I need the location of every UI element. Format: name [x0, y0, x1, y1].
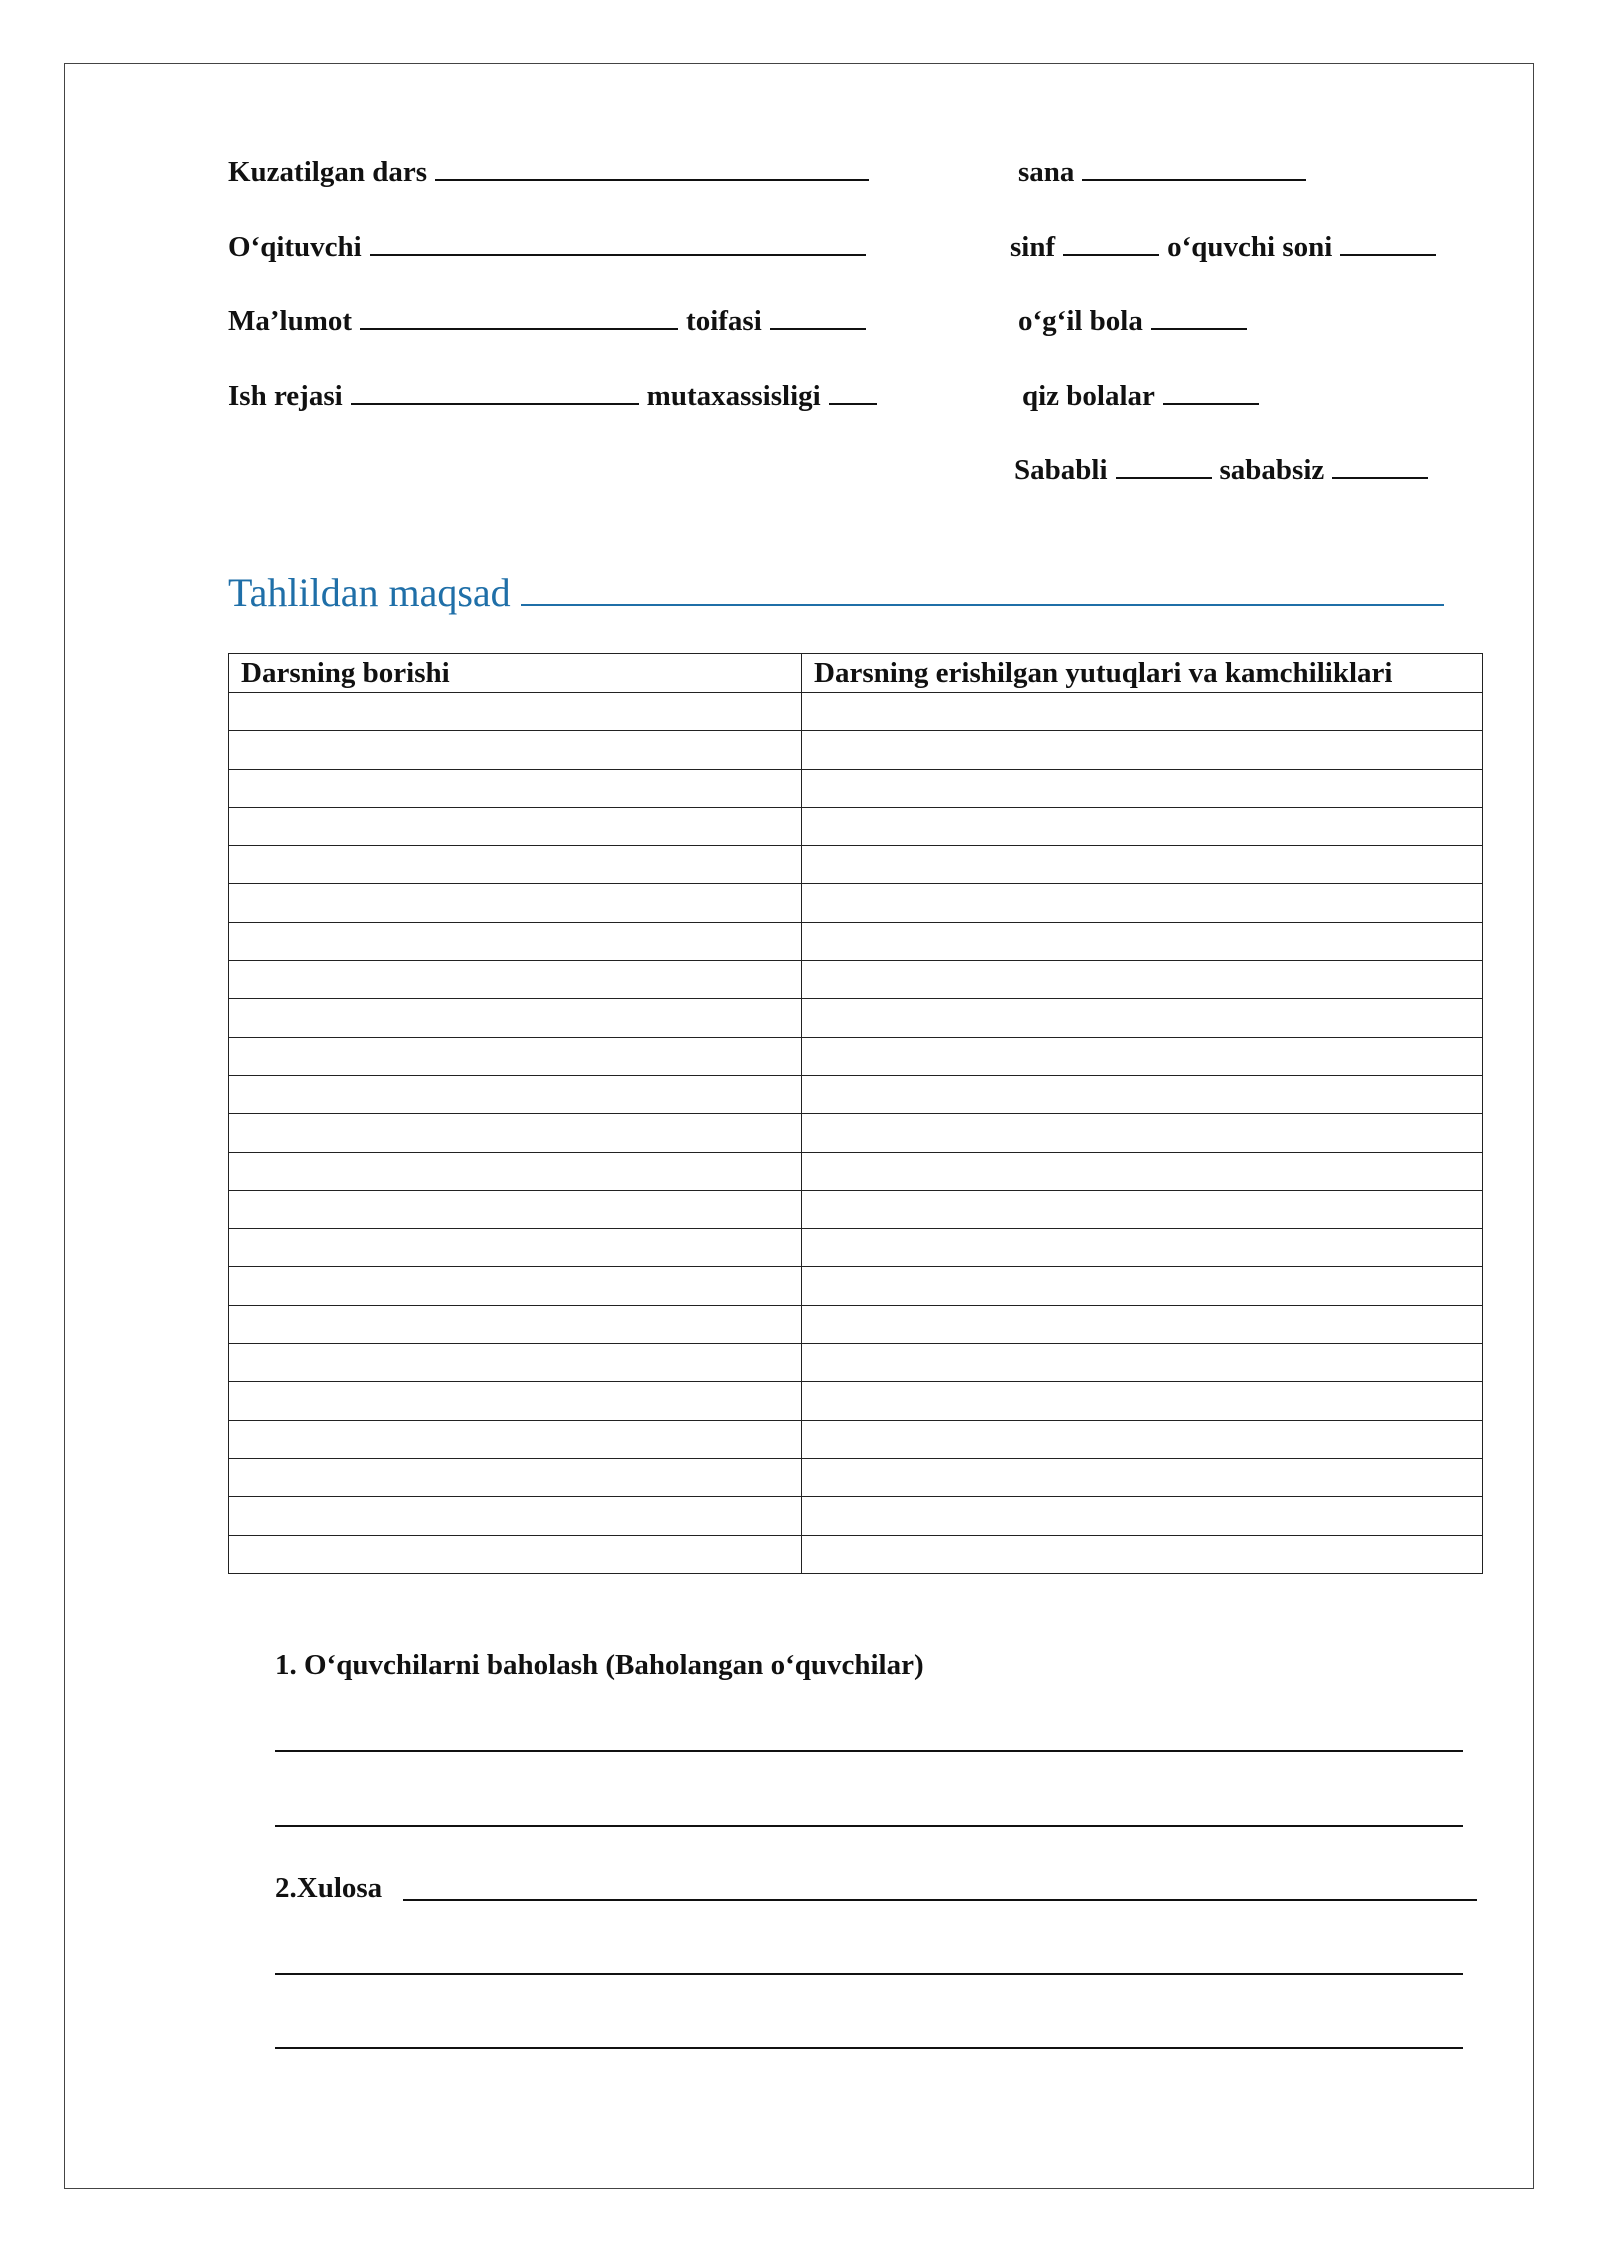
- assessment-label: 1. O‘quvchilarni baholash (Baholangan o‘quvchilar): [275, 1649, 924, 1681]
- student-count-label: o‘quvchi soni: [1167, 231, 1333, 263]
- girls-blank[interactable]: [1163, 377, 1259, 405]
- achievements-cell[interactable]: [802, 1075, 1483, 1113]
- table-row: [229, 1458, 1483, 1496]
- table-row: [229, 1229, 1483, 1267]
- achievements-cell[interactable]: [802, 1229, 1483, 1267]
- lesson-progress-cell[interactable]: [229, 1535, 802, 1573]
- observed-lesson-field: [228, 153, 877, 189]
- table-row: [229, 1075, 1483, 1113]
- lesson-progress-cell[interactable]: [229, 1075, 802, 1113]
- table-row: [229, 961, 1483, 999]
- achievements-cell[interactable]: [802, 731, 1483, 769]
- table-row: [229, 1114, 1483, 1152]
- lesson-progress-cell[interactable]: [229, 1382, 802, 1420]
- lesson-progress-cell[interactable]: [229, 731, 802, 769]
- lesson-progress-cell[interactable]: [229, 1037, 802, 1075]
- achievements-cell[interactable]: [802, 922, 1483, 960]
- achievements-cell[interactable]: [802, 1037, 1483, 1075]
- assessment-line-2[interactable]: [275, 1825, 1463, 1827]
- education-blank[interactable]: [360, 302, 678, 330]
- lesson-progress-cell[interactable]: [229, 693, 802, 731]
- date-label: sana: [1018, 156, 1075, 188]
- table-row: [229, 922, 1483, 960]
- work-plan-label: Ish rejasi: [228, 380, 343, 412]
- table-row: [229, 1382, 1483, 1420]
- conclusion-line-1[interactable]: [403, 1899, 1477, 1901]
- boys-blank[interactable]: [1151, 302, 1247, 330]
- table-header-row: [229, 654, 1483, 693]
- work-plan-field: [228, 377, 885, 413]
- assessment-line-1[interactable]: [275, 1750, 1463, 1752]
- table-row: [229, 1497, 1483, 1535]
- lesson-progress-cell[interactable]: [229, 1190, 802, 1228]
- unexcused-blank[interactable]: [1332, 451, 1428, 479]
- table-row: [229, 769, 1483, 807]
- achievements-cell[interactable]: [802, 1305, 1483, 1343]
- date-blank[interactable]: [1082, 153, 1306, 181]
- column-header-achievements: Darsning erishilgan yutuqlari va kamchiliklari: [802, 654, 1483, 693]
- achievements-cell[interactable]: [802, 1152, 1483, 1190]
- class-blank[interactable]: [1063, 228, 1159, 256]
- achievements-cell[interactable]: [802, 807, 1483, 845]
- teacher-label: O‘qituvchi: [228, 231, 362, 263]
- lesson-progress-cell[interactable]: [229, 1152, 802, 1190]
- table-row: [229, 1152, 1483, 1190]
- category-label: toifasi: [686, 305, 762, 337]
- teacher-field: [228, 228, 874, 264]
- table-row: [229, 1344, 1483, 1382]
- class-field: [1010, 228, 1444, 264]
- achievements-cell[interactable]: [802, 1344, 1483, 1382]
- conclusion-line-2[interactable]: [275, 1973, 1463, 1975]
- lesson-progress-cell[interactable]: [229, 999, 802, 1037]
- observed-lesson-label: Kuzatilgan dars: [228, 156, 427, 188]
- lesson-progress-cell[interactable]: [229, 922, 802, 960]
- conclusion-heading: [275, 1871, 382, 1905]
- class-label: sinf: [1010, 231, 1056, 263]
- table-row: [229, 1535, 1483, 1573]
- education-label: Ma’lumot: [228, 305, 353, 337]
- table-row: [229, 1190, 1483, 1228]
- unexcused-label: sababsiz: [1219, 454, 1325, 486]
- table-row: [229, 1305, 1483, 1343]
- boys-field: [1018, 302, 1255, 338]
- excused-label: Sababli: [1014, 454, 1108, 486]
- education-field: [228, 302, 874, 338]
- specialty-blank[interactable]: [829, 377, 877, 405]
- table-row: [229, 1267, 1483, 1305]
- lesson-progress-cell[interactable]: [229, 1229, 802, 1267]
- boys-label: o‘g‘il bola: [1018, 305, 1143, 337]
- achievements-cell[interactable]: [802, 999, 1483, 1037]
- table-row: [229, 999, 1483, 1037]
- table-row: [229, 1037, 1483, 1075]
- achievements-cell[interactable]: [802, 846, 1483, 884]
- lesson-progress-cell[interactable]: [229, 1458, 802, 1496]
- achievements-cell[interactable]: [802, 961, 1483, 999]
- table-body: [229, 693, 1483, 1574]
- conclusion-line-3[interactable]: [275, 2047, 1463, 2049]
- lesson-progress-cell[interactable]: [229, 1497, 802, 1535]
- lesson-progress-cell[interactable]: [229, 1344, 802, 1382]
- table-row: [229, 731, 1483, 769]
- lesson-progress-cell[interactable]: [229, 1114, 802, 1152]
- achievements-cell[interactable]: [802, 1535, 1483, 1573]
- table-row: [229, 807, 1483, 845]
- conclusion-label: 2.Xulosa: [275, 1872, 383, 1904]
- achievements-cell[interactable]: [802, 1114, 1483, 1152]
- table-row: [229, 693, 1483, 731]
- excused-blank[interactable]: [1116, 451, 1212, 479]
- achievements-cell[interactable]: [802, 1267, 1483, 1305]
- achievements-cell[interactable]: [802, 1382, 1483, 1420]
- lesson-progress-cell[interactable]: [229, 884, 802, 922]
- achievements-cell[interactable]: [802, 1420, 1483, 1458]
- achievements-cell[interactable]: [802, 884, 1483, 922]
- achievements-cell[interactable]: [802, 693, 1483, 731]
- table-row: [229, 1420, 1483, 1458]
- category-blank[interactable]: [770, 302, 866, 330]
- achievements-cell[interactable]: [802, 1497, 1483, 1535]
- lesson-progress-cell[interactable]: [229, 961, 802, 999]
- column-header-lesson-progress: Darsning borishi: [229, 654, 802, 693]
- work-plan-blank[interactable]: [351, 377, 639, 405]
- lesson-progress-cell[interactable]: [229, 1420, 802, 1458]
- specialty-label: mutaxassisligi: [646, 380, 821, 412]
- lesson-analysis-table: [228, 653, 1483, 1574]
- lesson-progress-cell[interactable]: [229, 1305, 802, 1343]
- achievements-cell[interactable]: [802, 769, 1483, 807]
- table-row: [229, 884, 1483, 922]
- observed-lesson-blank[interactable]: [435, 153, 869, 181]
- purpose-heading-text: Tahlildan maqsad: [228, 570, 511, 615]
- lesson-progress-cell[interactable]: [229, 846, 802, 884]
- girls-field: [1022, 377, 1267, 413]
- date-field: [1018, 153, 1314, 189]
- achievements-cell[interactable]: [802, 1190, 1483, 1228]
- girls-label: qiz bolalar: [1022, 380, 1155, 412]
- lesson-progress-cell[interactable]: [229, 769, 802, 807]
- purpose-blank[interactable]: [521, 568, 1444, 606]
- teacher-blank[interactable]: [370, 228, 866, 256]
- purpose-heading: [228, 568, 1444, 617]
- attendance-field: [1014, 451, 1436, 487]
- table-row: [229, 846, 1483, 884]
- lesson-progress-cell[interactable]: [229, 1267, 802, 1305]
- student-count-blank[interactable]: [1340, 228, 1436, 256]
- lesson-progress-cell[interactable]: [229, 807, 802, 845]
- assessment-heading: [275, 1648, 924, 1682]
- achievements-cell[interactable]: [802, 1458, 1483, 1496]
